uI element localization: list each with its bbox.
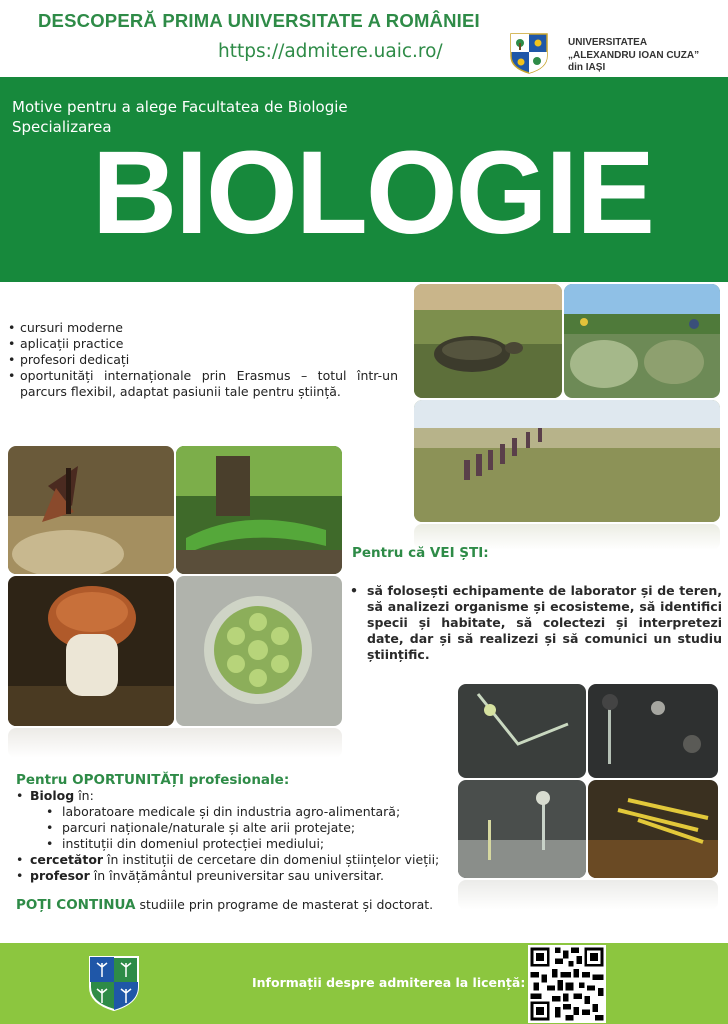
fungi-microscopy-photo-1 <box>458 684 586 778</box>
header-title: DESCOPERĂ PRIMA UNIVERSITATE A ROMÂNIEI <box>38 10 480 31</box>
fungi-microscopy-photo-4 <box>588 780 718 878</box>
turtle-wetland-photo <box>414 284 562 398</box>
heading-highlight: VEI ȘTI: <box>429 545 489 561</box>
photo-reflection <box>8 728 342 758</box>
continue-rest: studiile prin programe de masterat și doctorat. <box>135 897 434 912</box>
list-item: • oportunități internaționale prin Erasmus – totul într-un parcurs flexibil, adaptat pasiunii tale pentru știință. <box>8 368 398 400</box>
banner-subtitle: Motive pentru a alege Facultatea de Biologie <box>12 98 348 116</box>
heading-prefix: Pentru <box>16 772 73 788</box>
list-item: • aplicații practice <box>8 336 398 352</box>
university-crest-icon <box>509 32 549 74</box>
page-title: BIOLOGIE <box>92 127 653 259</box>
list-item: • cursuri moderne <box>8 320 398 336</box>
list-item: • instituții din domeniul protecției mediului; <box>46 836 456 852</box>
role-title: profesor <box>30 868 90 883</box>
fungi-microscopy-photo-3 <box>458 780 586 878</box>
list-item <box>16 868 456 884</box>
butterfly-photo <box>8 446 174 574</box>
continue-highlight: POȚI CONTINUA <box>16 897 136 913</box>
photo-reflection <box>458 880 718 910</box>
role-title: cercetător <box>30 852 104 867</box>
role-detail: în: <box>74 788 94 803</box>
opportunities-heading <box>16 772 289 788</box>
admission-url-link[interactable]: https://admitere.uaic.ro/ <box>218 41 443 62</box>
mushroom-photo <box>8 576 174 726</box>
faculty-crest-icon <box>88 955 140 1011</box>
heading-prefix: Pentru că <box>352 545 430 561</box>
reasons-list <box>8 320 398 400</box>
heading-highlight: OPORTUNITĂȚI profesionale: <box>72 772 290 788</box>
green-lizard-photo <box>176 446 342 574</box>
banner-specialization-label: Specializarea <box>12 118 112 136</box>
role-title: Biolog <box>30 788 75 803</box>
vei-sti-heading <box>352 545 489 561</box>
skills-list <box>350 583 722 663</box>
university-name-line: UNIVERSITATEA <box>568 37 648 48</box>
opportunities-list <box>16 788 456 884</box>
field-trip-photo <box>414 400 720 522</box>
flowering-plants-photo <box>564 284 720 398</box>
university-name-line: „ALEXANDRU IOAN CUZA” <box>568 49 700 61</box>
fungi-microscopy-photo-2 <box>588 684 718 778</box>
role-detail: în instituții de cercetare din domeniul științelor vieții; <box>103 852 440 867</box>
list-item: • profesori dedicați <box>8 352 398 368</box>
admission-info-text: Informații despre admiterea la licență: <box>252 975 526 990</box>
list-item: • să folosești echipamente de laborator și de teren, să analizezi organisme și ecosisteme, să identifici specii și habitate, să colectezi și interpretezi date, dar și să realizezi și să comunici un studiu științific. <box>350 583 722 663</box>
list-item: • parcuri naționale/naturale și alte arii protejate; <box>46 820 456 836</box>
list-item <box>16 788 456 852</box>
university-name-line: din IAȘI <box>568 62 606 73</box>
qr-code-icon[interactable] <box>528 945 606 1023</box>
list-item <box>16 852 456 868</box>
biolog-sublist <box>46 804 456 852</box>
list-item: • laboratoare medicale și din industria agro-alimentară; <box>46 804 456 820</box>
university-name <box>568 37 699 75</box>
continue-studies-text <box>16 897 433 913</box>
role-detail: în învățământul preuniversitar sau universitar. <box>89 868 385 883</box>
microscopic-algae-photo <box>176 576 342 726</box>
